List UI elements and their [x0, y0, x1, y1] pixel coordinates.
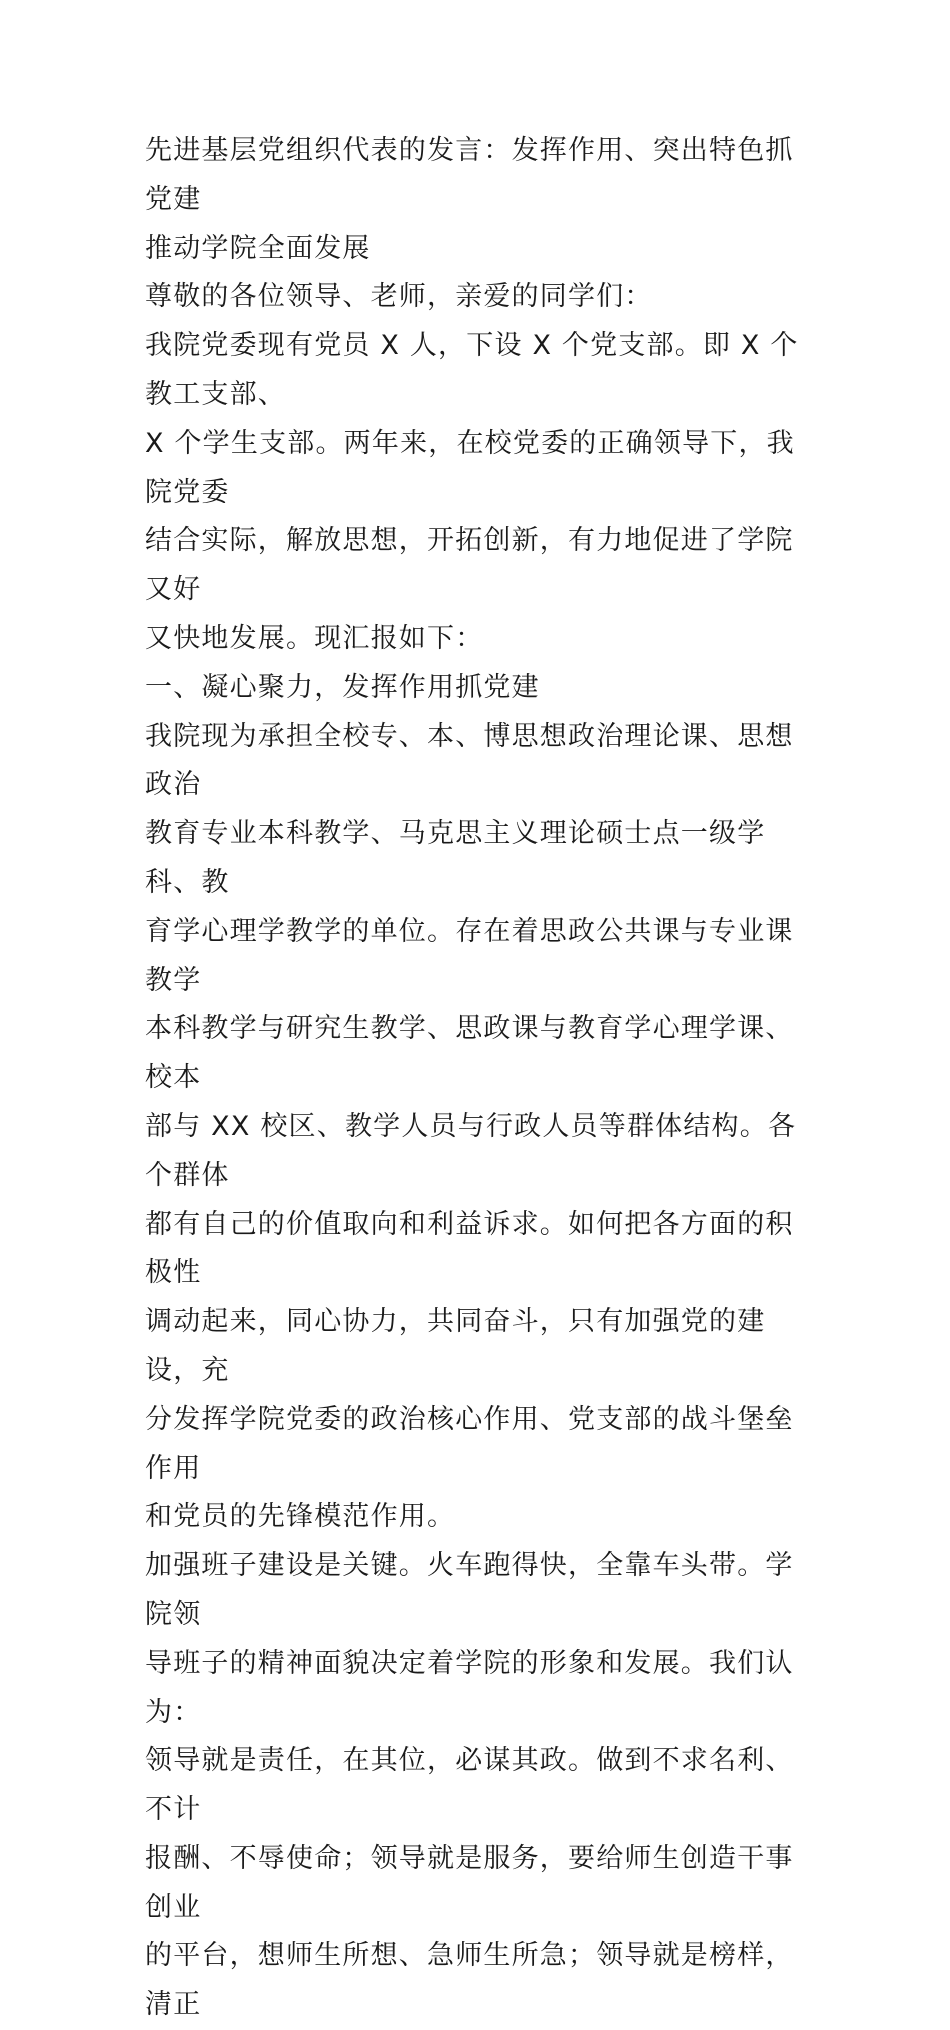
paragraph-intro: 我院党委现有党员 X 人，下设 X 个党支部。即 X 个教工支部、 X 个学生支部。两年来，在校党委的正确领导下，我院党委 结合实际，解放思想，开拓创新，有力地促进了学院又好 又快地发展。现汇报如下： [145, 330, 799, 654]
section-heading: 一、凝心聚力，发挥作用抓党建 [145, 671, 540, 703]
paragraph-body: 加强班子建设是关键。火车跑得快，全靠车头带。学院领 导班子的精神面貌决定着学院的形象和发展。我们认为： 领导就是责任，在其位，必谋其政。做到不求名利、不计 报酬、不辱使命；领导就是服务，要给师生创造干事创业 的平台，想师生所想、急师生所急；领导就是榜样，清正 [145, 1550, 794, 2021]
salutation: 尊敬的各位领导、老师，亲爱的同学们： [145, 281, 653, 313]
document-title: 先进基层党组织代表的发言：发挥作用、突出特色抓党建 推动学院全面发展 [145, 135, 794, 264]
paragraph-body: 我院现为承担全校专、本、博思想政治理论课、思想政治 教育专业本科教学、马克思主义理论硕士点一级学科、教 育学心理学教学的单位。存在着思政公共课与专业课教学 本科教学与研究生教学、思政课与教育学心理学课、校本 部与 XX 校区、教学人员与行政人员等群体结构。各个群体 都有自己的价值取向和利益诉求。如何把各方面的积极性 调动起来，同心协力，共同奋斗，只有加强党的建设，充 分发挥学院党委的政治核心作用、党支部的战斗堡垒作用 和党员的先锋模范作用。 [145, 720, 797, 1533]
document-body [145, 127, 815, 2030]
